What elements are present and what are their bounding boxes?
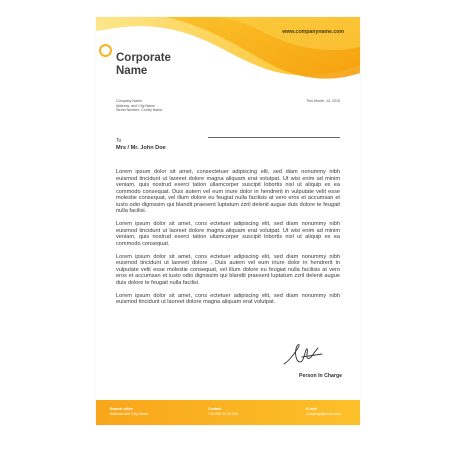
- sender-line1: Company Name: [116, 99, 142, 103]
- company-name-line2: Name: [116, 65, 148, 77]
- footer-branch: [110, 407, 148, 416]
- footer-branch-label: Branch office: [110, 407, 133, 411]
- footer-bar: [96, 400, 360, 425]
- company-name-line1: Corporate: [116, 52, 171, 64]
- recipient-to-label: To: [116, 138, 122, 144]
- body-paragraph-1: Lorem ipsum dolor sit amet, consectetuer adipiscing elit, sed diam nonummy nibh euismod tincidunt ut laoreet dolore magna aliquam erat volutpat. Ut wisi enim ad minim veniam, quis nostrud exerci tation ullamcorper suscipit lobortis nisl ut aliquip ex ea commodo consequat. Duis autem vel eum iriure dolor in hendrerit in vulputate velit esse molestie consequat, vel illum dolore eu feugiat nulla facilisis at vero eros et accumsan et iusto odio dignissim qui blandit praesent luptatum zzril delenit augue duis dolore te feugait nulla facilisi.: [116, 169, 340, 214]
- body-paragraph-2: Lorem ipsum dolor sit amet, cons ectetuer adipiscing elit, sed diam nonummy nibh euismod tincidunt ut laoreet dolore magna aliquam erat volutpat. Ut wisi enim ad minim veniam, quis nostrud exerci tation ullamcorper suscipit lobortis nisl ut aliquip ex ea commodo consequat.: [116, 221, 340, 247]
- body-paragraph-3: Lorem ipsum dolor sit amet, cons ectetuer adipiscing elit, sed diam nonummy nibh euismod tincidunt ut laoreet dolore . Duis autem vel eum iriure dolor in hendrerit in vulputate velit esse molestie consequat, vel illum dolore eu feugiat nulla facilisis at vero eros et accumsan et iusto odio dignissim qui blandit praesent luptatum zzril delenit augue duis dolore te feugait nulla facilisi.: [116, 253, 340, 286]
- sender-line3: Street Number, Contry Name: [116, 108, 163, 113]
- signatory-name: Person In Charge: [299, 373, 342, 379]
- footer-email: [306, 407, 341, 416]
- letter-date: This Month, 14, 2019: [306, 99, 340, 103]
- company-name-title: [116, 52, 206, 78]
- logo-ring-icon: [99, 44, 112, 57]
- divider-rule: [208, 137, 340, 138]
- signature-icon: [282, 340, 324, 368]
- footer-email-label: E-mail: [306, 407, 317, 411]
- letterhead-page: [96, 17, 360, 425]
- body-paragraph-4: Lorem ipsum dolor sit amet, cons ectetuer adipiscing elit, sed diam nonummy nibh euismod tincidunt ut laoreet dolore magna aliquam erat volutpat.: [116, 292, 340, 305]
- footer-contact-label: Contact: [208, 407, 222, 411]
- footer-email-value: company@email.com: [306, 411, 341, 416]
- letter-body: [116, 169, 340, 312]
- footer-contact-value: +12 000 00 00 000: [208, 411, 239, 416]
- recipient-name: Mrs / Mr. John Doe: [116, 145, 166, 151]
- sender-line2: Address, and City Name: [116, 103, 155, 108]
- sender-address: [116, 99, 162, 113]
- footer-branch-value: Address and City Name: [110, 411, 148, 416]
- footer-contact: [208, 407, 238, 416]
- company-website: www.companyname.com: [282, 29, 344, 35]
